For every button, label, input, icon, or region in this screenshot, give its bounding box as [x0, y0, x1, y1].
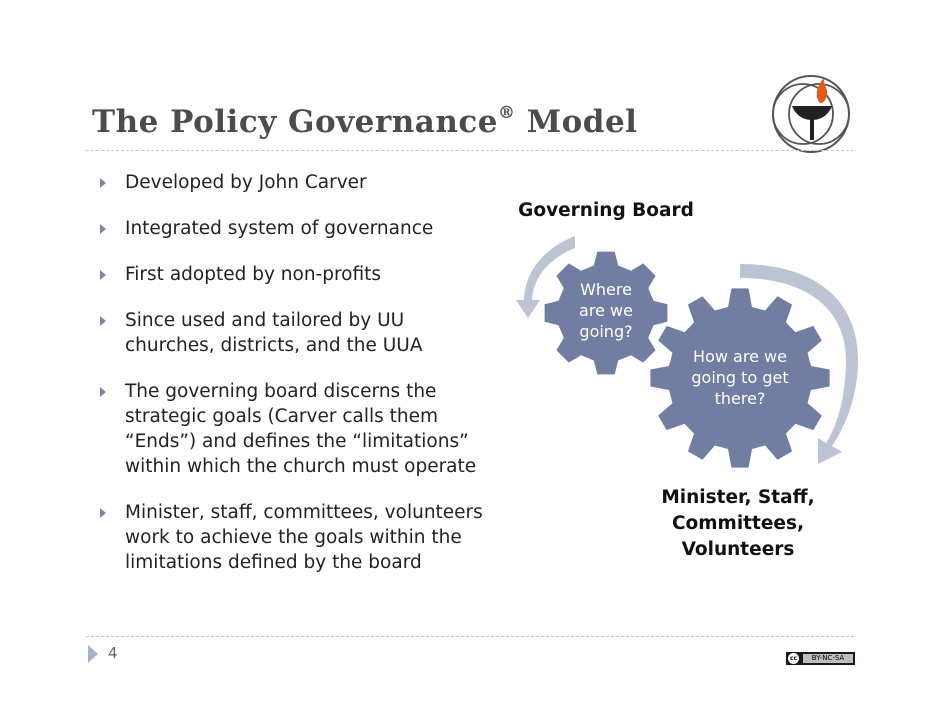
bullet-text: Minister, staff, committees, volunteers work to achieve the goals within the limitations defined by the board: [125, 502, 483, 573]
creative-commons-badge[interactable]: [786, 652, 855, 665]
small-gear-text: Where are we going?: [579, 280, 633, 341]
license-text: BY-NC-SA: [803, 654, 853, 663]
page-marker-icon: [88, 645, 98, 663]
bullet-text: First adopted by non-profits: [125, 264, 382, 285]
page-number: 4: [108, 644, 118, 662]
minister-staff-label: Minister, Staff, Committees, Volunteers: [661, 487, 815, 560]
title-main: The Policy Governance: [92, 104, 498, 140]
title-end: Model: [515, 104, 638, 140]
footer-divider: [86, 636, 854, 637]
registered-mark: ®: [498, 102, 516, 123]
bullet-text: Integrated system of governance: [125, 218, 434, 239]
bullet-text: The governing board discerns the strategic goals (Carver calls them “Ends”) and defines the “limitations” within which the church must operate: [125, 381, 477, 477]
cc-icon: cc: [789, 655, 798, 662]
large-gear-text: How are we going to get there?: [691, 347, 789, 408]
governing-board-label: Governing Board: [518, 200, 694, 221]
bullet-text: Since used and tailored by UU churches, districts, and the UUA: [125, 310, 423, 356]
bullet-text: Developed by John Carver: [125, 172, 367, 193]
